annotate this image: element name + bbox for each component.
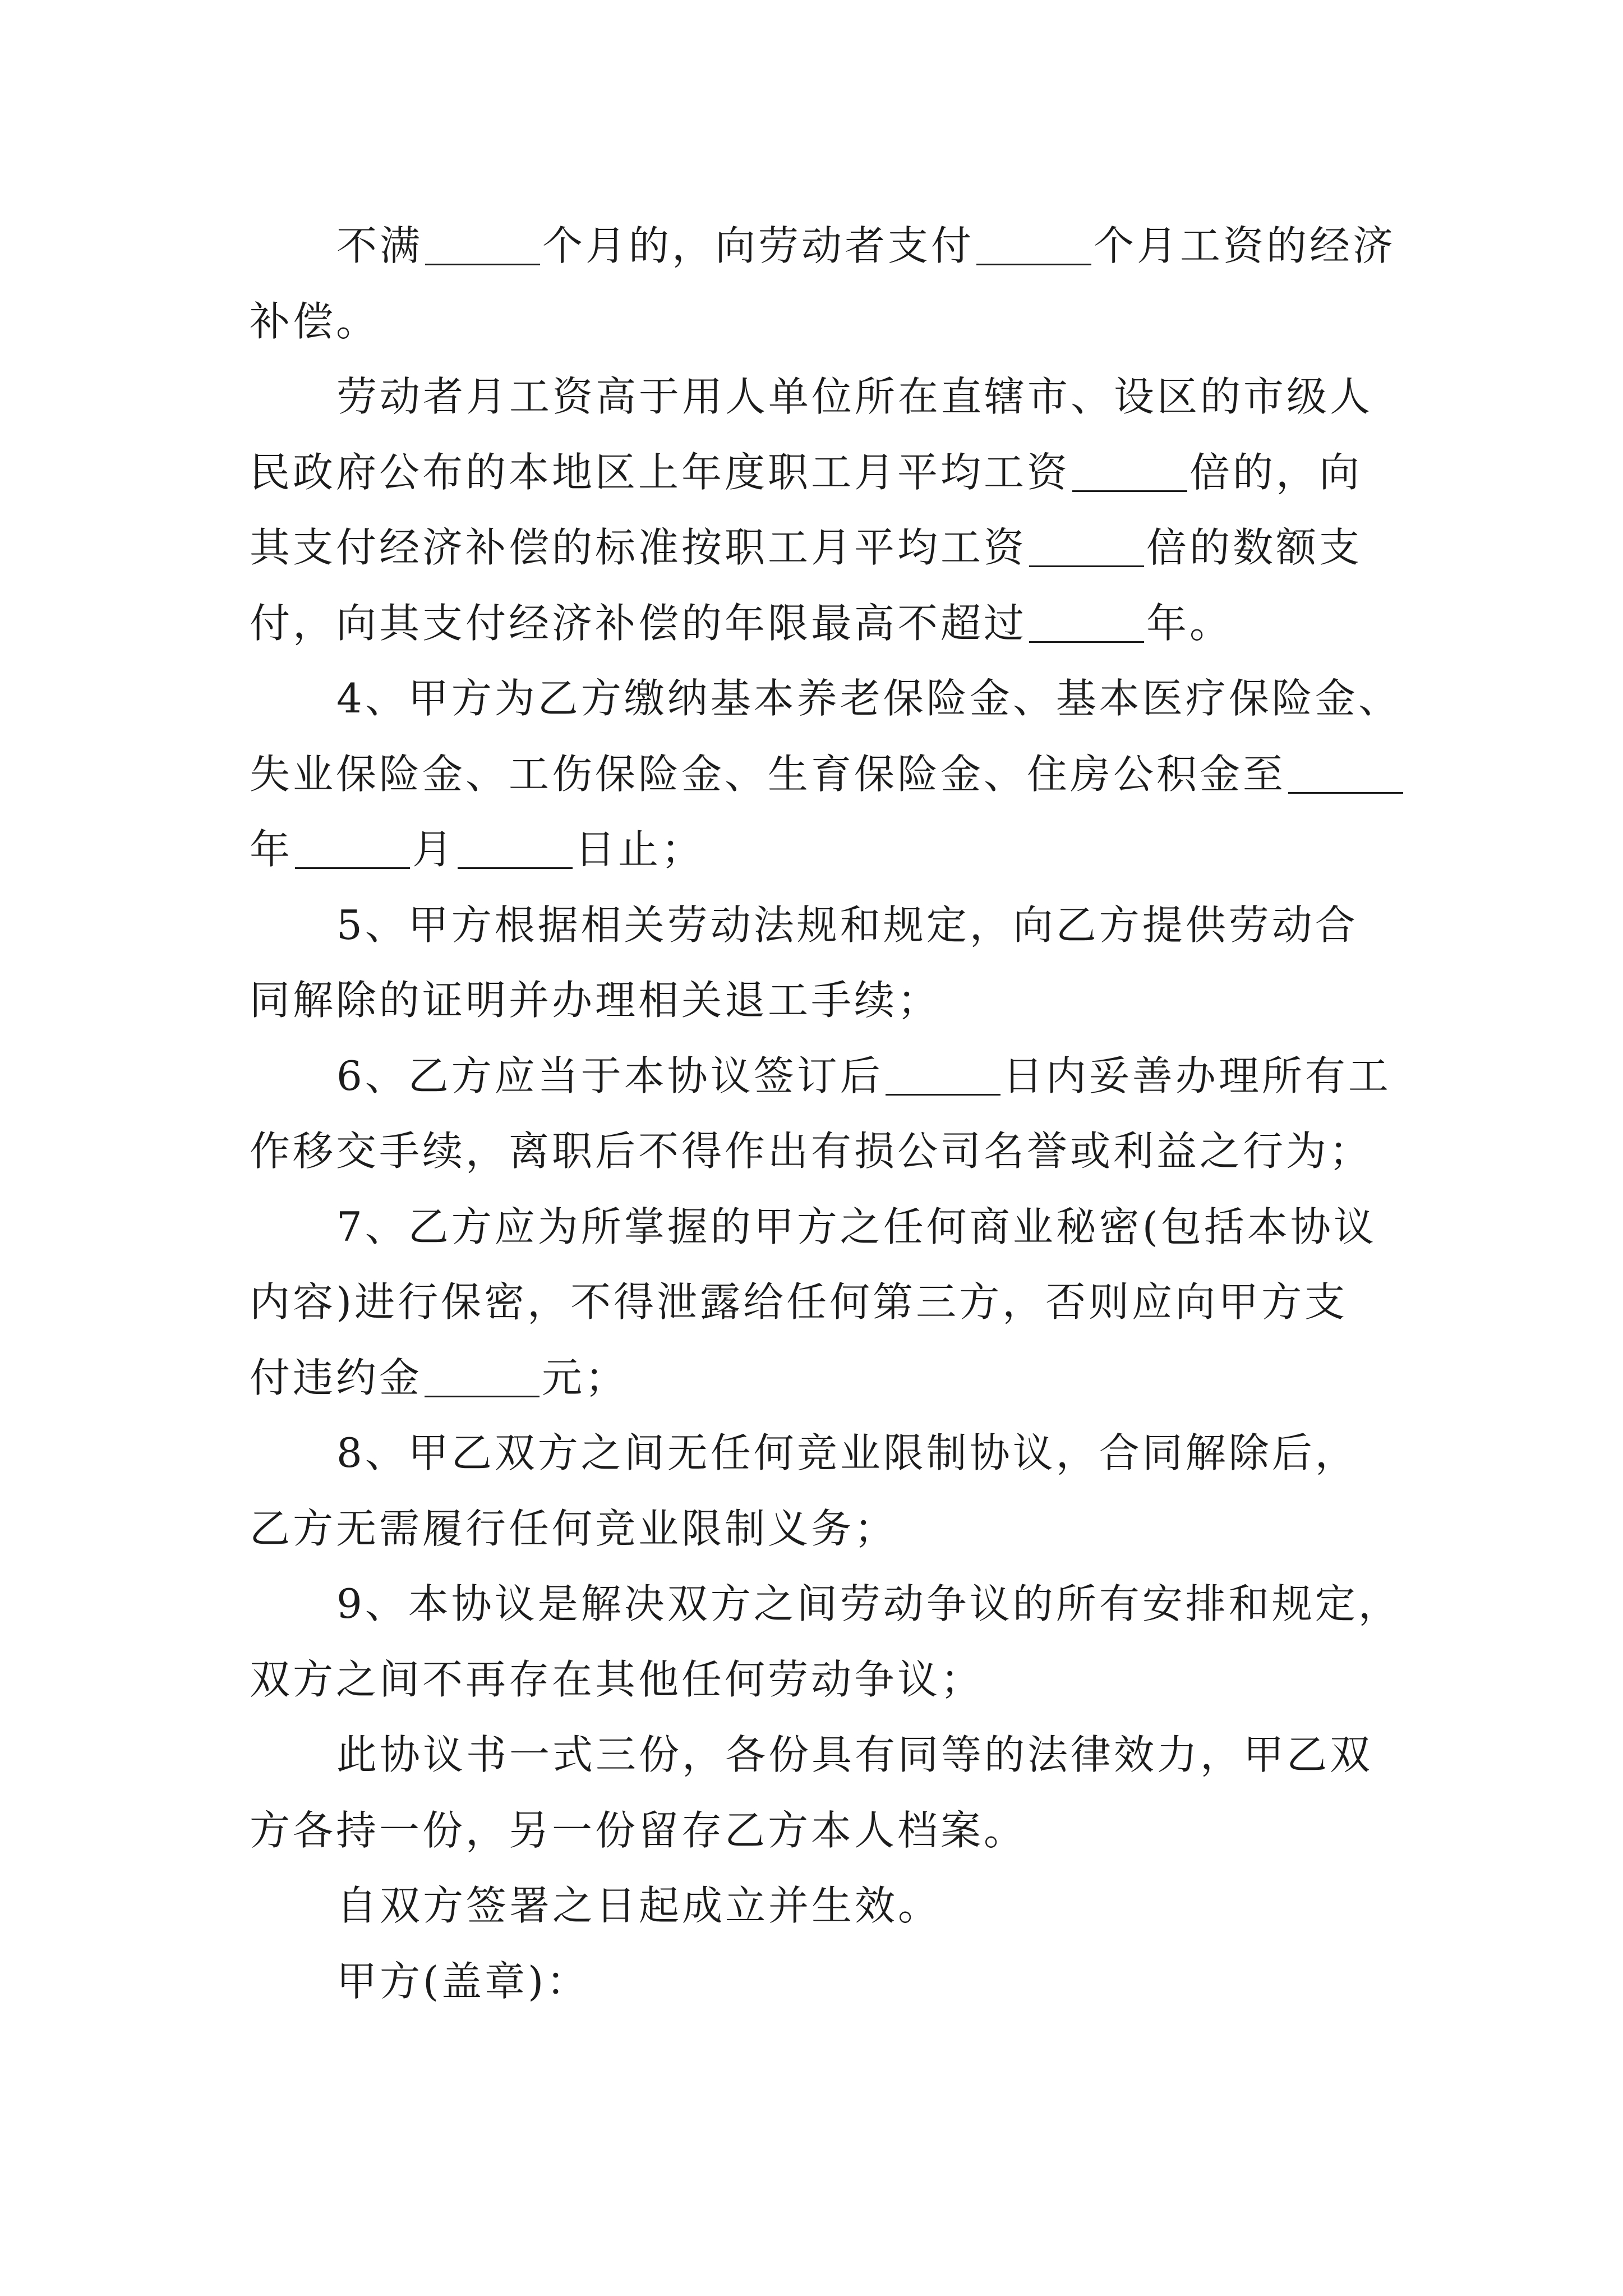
text-segment: 同解除的证明并办理相关退工手续； [250, 977, 941, 1024]
text-line [336, 886, 1358, 964]
text-line [250, 1489, 897, 1568]
text-line [250, 1112, 1372, 1190]
text-segment: 倍的数额支 [1146, 524, 1363, 571]
text-line [250, 810, 704, 889]
text-segment: 内容)进行保密，不得泄露给任何第三方，否则应向甲方支 [250, 1278, 1348, 1326]
text-segment: 8、甲乙双方之间无任何竞业限制协议，合同解除后， [336, 1429, 1358, 1476]
text-segment: 自双方签署之日起成立并生效。 [336, 1882, 942, 1929]
text-line [250, 282, 379, 361]
text-line [250, 584, 1233, 662]
text-segment: 月 [412, 826, 456, 873]
text-segment: 此协议书一式三份，各份具有同等的法律效力，甲乙双 [336, 1731, 1373, 1778]
text-line [250, 1640, 984, 1719]
text-line [250, 1263, 1348, 1341]
fill-in-blank[interactable] [295, 827, 410, 869]
fill-in-blank[interactable] [425, 223, 540, 265]
text-segment: 个月工资的经济 [1094, 222, 1396, 269]
text-segment: 劳动者月工资高于用人单位所在直辖市、设区的市级人 [336, 373, 1373, 420]
text-line [250, 735, 1405, 813]
text-line [336, 1565, 1401, 1643]
text-line [250, 508, 1362, 587]
text-segment: 日止； [575, 826, 705, 873]
text-segment: 付违约金 [250, 1354, 423, 1401]
text-segment: 乙方无需履行任何竞业限制义务； [250, 1505, 898, 1552]
text-segment: 作移交手续，离职后不得作出有损公司名誉或利益之行为； [250, 1128, 1373, 1175]
fill-in-blank[interactable] [1029, 525, 1144, 567]
text-segment: 4、甲方为乙方缴纳基本养老保险金、基本医疗保险金、 [336, 675, 1401, 722]
fill-in-blank[interactable] [1288, 752, 1403, 794]
text-line [336, 659, 1401, 738]
text-segment: 日内妥善办理所有工 [1002, 1052, 1391, 1099]
text-line [336, 357, 1373, 436]
text-segment: 倍的，向 [1189, 449, 1363, 496]
text-segment: 元； [542, 1354, 629, 1401]
fill-in-blank[interactable] [425, 1355, 540, 1397]
text-line [336, 1414, 1358, 1492]
text-segment: 年。 [1146, 600, 1233, 647]
text-segment: 6、乙方应当于本协议签订后 [336, 1052, 883, 1099]
text-segment: 双方之间不再存在其他任何劳动争议； [250, 1656, 984, 1703]
text-line [250, 433, 1362, 512]
text-segment: 其支付经济补偿的标准按职工月平均工资 [250, 524, 1027, 571]
text-line [336, 1037, 1391, 1115]
text-line [336, 1866, 941, 1945]
text-segment: 不满 [336, 222, 423, 269]
text-line [336, 1188, 1377, 1266]
text-segment: 个月的，向劳动者支付 [542, 222, 975, 269]
text-line [250, 1791, 1027, 1870]
text-segment: 付，向其支付经济补偿的年限最高不超过 [250, 600, 1027, 647]
text-segment: 9、本协议是解决双方之间劳动争议的所有安排和规定， [336, 1580, 1401, 1627]
text-segment: 7、乙方应为所掌握的甲方之任何商业秘密(包括本协议 [336, 1203, 1377, 1250]
text-segment: 甲方(盖章)： [336, 1958, 590, 2005]
text-segment: 5、甲方根据相关劳动法规和规定，向乙方提供劳动合 [336, 901, 1358, 949]
text-line [250, 1338, 628, 1417]
text-segment: 方各持一份，另一份留存乙方本人档案。 [250, 1807, 1027, 1854]
text-line [250, 961, 940, 1039]
fill-in-blank[interactable] [458, 827, 573, 869]
fill-in-blank[interactable] [886, 1053, 1000, 1096]
text-segment: 民政府公布的本地区上年度职工月平均工资 [250, 449, 1071, 496]
text-line [336, 1715, 1373, 1794]
fill-in-blank[interactable] [976, 223, 1091, 265]
text-segment: 补偿。 [250, 298, 380, 345]
text-line [336, 1942, 589, 2021]
fill-in-blank[interactable] [1072, 450, 1187, 492]
text-segment: 年 [250, 826, 293, 873]
text-segment: 失业保险金、工伤保险金、生育保险金、住房公积金至 [250, 751, 1287, 798]
fill-in-blank[interactable] [1029, 601, 1144, 643]
text-line [336, 206, 1396, 285]
